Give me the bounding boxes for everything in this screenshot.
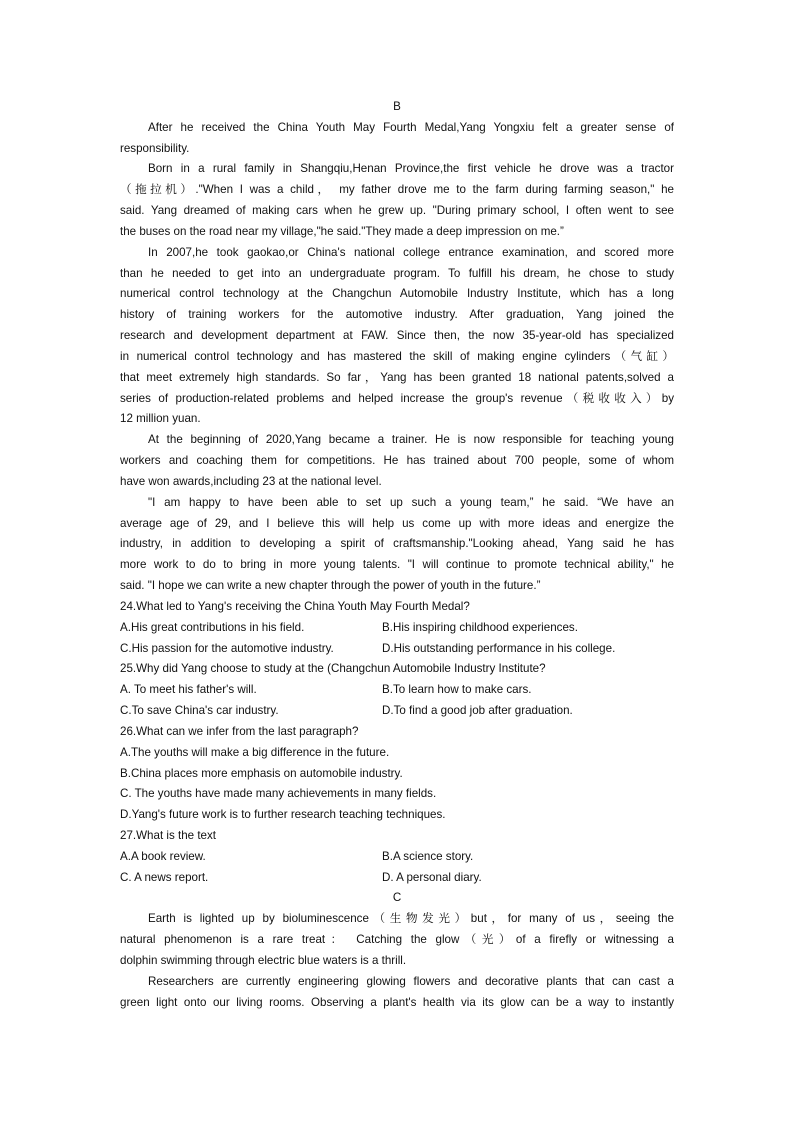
paragraph — [120, 243, 674, 430]
answer-option: D.His outstanding performance in his college. — [382, 641, 616, 655]
answer-option: B.China places more emphasis on automobile industry. — [120, 766, 403, 780]
paragraph-line: Earth is lighted up by bioluminescence（生物发光）but，for many of us，seeing the — [148, 912, 674, 926]
answer-option: A.The youths will make a big difference in the future. — [120, 745, 390, 759]
paragraph-line: responsibility. — [120, 141, 190, 155]
answer-option: C. The youths have made many achievements in many fields. — [120, 787, 437, 801]
answer-option-row — [120, 680, 674, 701]
paragraph-line: history of training workers for the automotive industry. After graduation, Yang joined the — [120, 308, 674, 322]
document-page — [120, 97, 674, 1013]
answer-option: C.His passion for the automotive industry. — [120, 641, 334, 655]
paragraph-line: At the beginning of 2020,Yang became a trainer. He is now responsible for teaching young — [148, 433, 674, 447]
answer-option-row — [120, 868, 674, 889]
paragraph-line: that meet extremely high standards. So far，Yang has been granted 18 national patents,solved a — [120, 370, 674, 384]
section-heading: B — [393, 100, 401, 113]
paragraph-line: （拖拉机）."When I was a child， my father drove me to the farm during farming season," he — [120, 183, 674, 197]
paragraph-line: green light onto our living rooms. Observing a plant's health via its glow can be a way to instantly — [120, 995, 674, 1009]
paragraph-line: than he needed to get into an undergraduate program. To fulfill his dream, he chose to study — [120, 266, 674, 280]
paragraph-line: said. Yang dreamed of making cars when he grew up. "During primary school, I often went to see — [120, 204, 674, 218]
paragraph-line: have won awards,including 23 at the national level. — [120, 474, 382, 488]
answer-option: B.To learn how to make cars. — [382, 683, 532, 697]
answer-option-row — [120, 701, 674, 722]
paragraph-line: natural phenomenon is a rare treat： Catching the glow（光）of a firefly or witnessing a — [120, 933, 674, 947]
paragraph-line: numerical control technology at the Changchun Automobile Industry Institute, which has a long — [120, 287, 674, 301]
paragraph-line: said. "I hope we can write a new chapter through the power of youth in the future.” — [120, 579, 541, 593]
paragraph — [120, 972, 674, 1014]
paragraph — [120, 493, 674, 597]
question-stem: 25.Why did Yang choose to study at the (Changchun Automobile Industry Institute? — [120, 662, 546, 676]
paragraph-line: Researchers are currently engineering glowing flowers and decorative plants that can cast a — [148, 974, 674, 988]
paragraph — [120, 909, 674, 971]
answer-option: C. A news report. — [120, 870, 209, 884]
paragraph-line: more work to do to bring in more young talents. "I will continue to promote technical ability," he — [120, 558, 674, 572]
answer-option: A.His great contributions in his field. — [120, 620, 305, 634]
answer-option: A. To meet his father's will. — [120, 683, 257, 697]
answer-option: D.To find a good job after graduation. — [382, 704, 573, 718]
paragraph-line: dolphin swimming through electric blue waters is a thrill. — [120, 953, 407, 967]
question-stem: 27.What is the text — [120, 828, 217, 842]
answer-option: A.A book review. — [120, 849, 206, 863]
paragraph-line: workers and coaching them for competitions. He has trained about 700 people, some of whom — [120, 454, 674, 468]
answer-option: D. A personal diary. — [382, 870, 482, 884]
paragraph-line: in numerical control technology and has mastered the skill of making engine cylinders（气缸） — [120, 349, 674, 363]
paragraph-line: 12 million yuan. — [120, 412, 201, 426]
section-heading: C — [392, 891, 402, 905]
paragraph-line: Born in a rural family in Shangqiu,Henan Province,the first vehicle he drove was a tractor — [148, 162, 674, 176]
answer-option-row — [120, 639, 674, 660]
paragraph-line: In 2007,he took gaokao,or China's national college entrance examination, and scored more — [148, 245, 674, 259]
paragraph-line: After he received the China Youth May Fourth Medal,Yang Yongxiu felt a greater sense of — [148, 120, 674, 134]
paragraph-line: average age of 29, and I believe this will help us come up with more ideas and energize the — [120, 516, 674, 530]
paragraph-line: industry, in addition to developing a spirit of craftsmanship."Looking ahead, Yang said he has — [120, 537, 674, 551]
paragraph-line: series of production-related problems and helped increase the group's revenue（税收收入）by — [120, 391, 674, 405]
question-stem: 26.What can we infer from the last paragraph? — [120, 724, 359, 738]
paragraph-line: "I am happy to have been able to set up such a young team,” he said. “We have an — [148, 495, 674, 509]
paragraph-line: the buses on the road near my village,"he said."They made a deep impression on me.” — [120, 224, 564, 238]
answer-option-row — [120, 847, 674, 868]
paragraph — [120, 159, 674, 242]
answer-option-row — [120, 618, 674, 639]
answer-option: C.To save China's car industry. — [120, 704, 279, 718]
paragraph — [120, 430, 674, 492]
question-stem: 24.What led to Yang's receiving the China Youth May Fourth Medal? — [120, 599, 470, 613]
paragraph-line: research and development department at FAW. Since then, the now 35-year-old has specialized — [120, 329, 674, 343]
paragraph — [120, 118, 674, 160]
answer-option: B.A science story. — [382, 849, 474, 863]
answer-option: D.Yang's future work is to further research teaching techniques. — [120, 808, 446, 822]
answer-option: B.His inspiring childhood experiences. — [382, 620, 578, 634]
